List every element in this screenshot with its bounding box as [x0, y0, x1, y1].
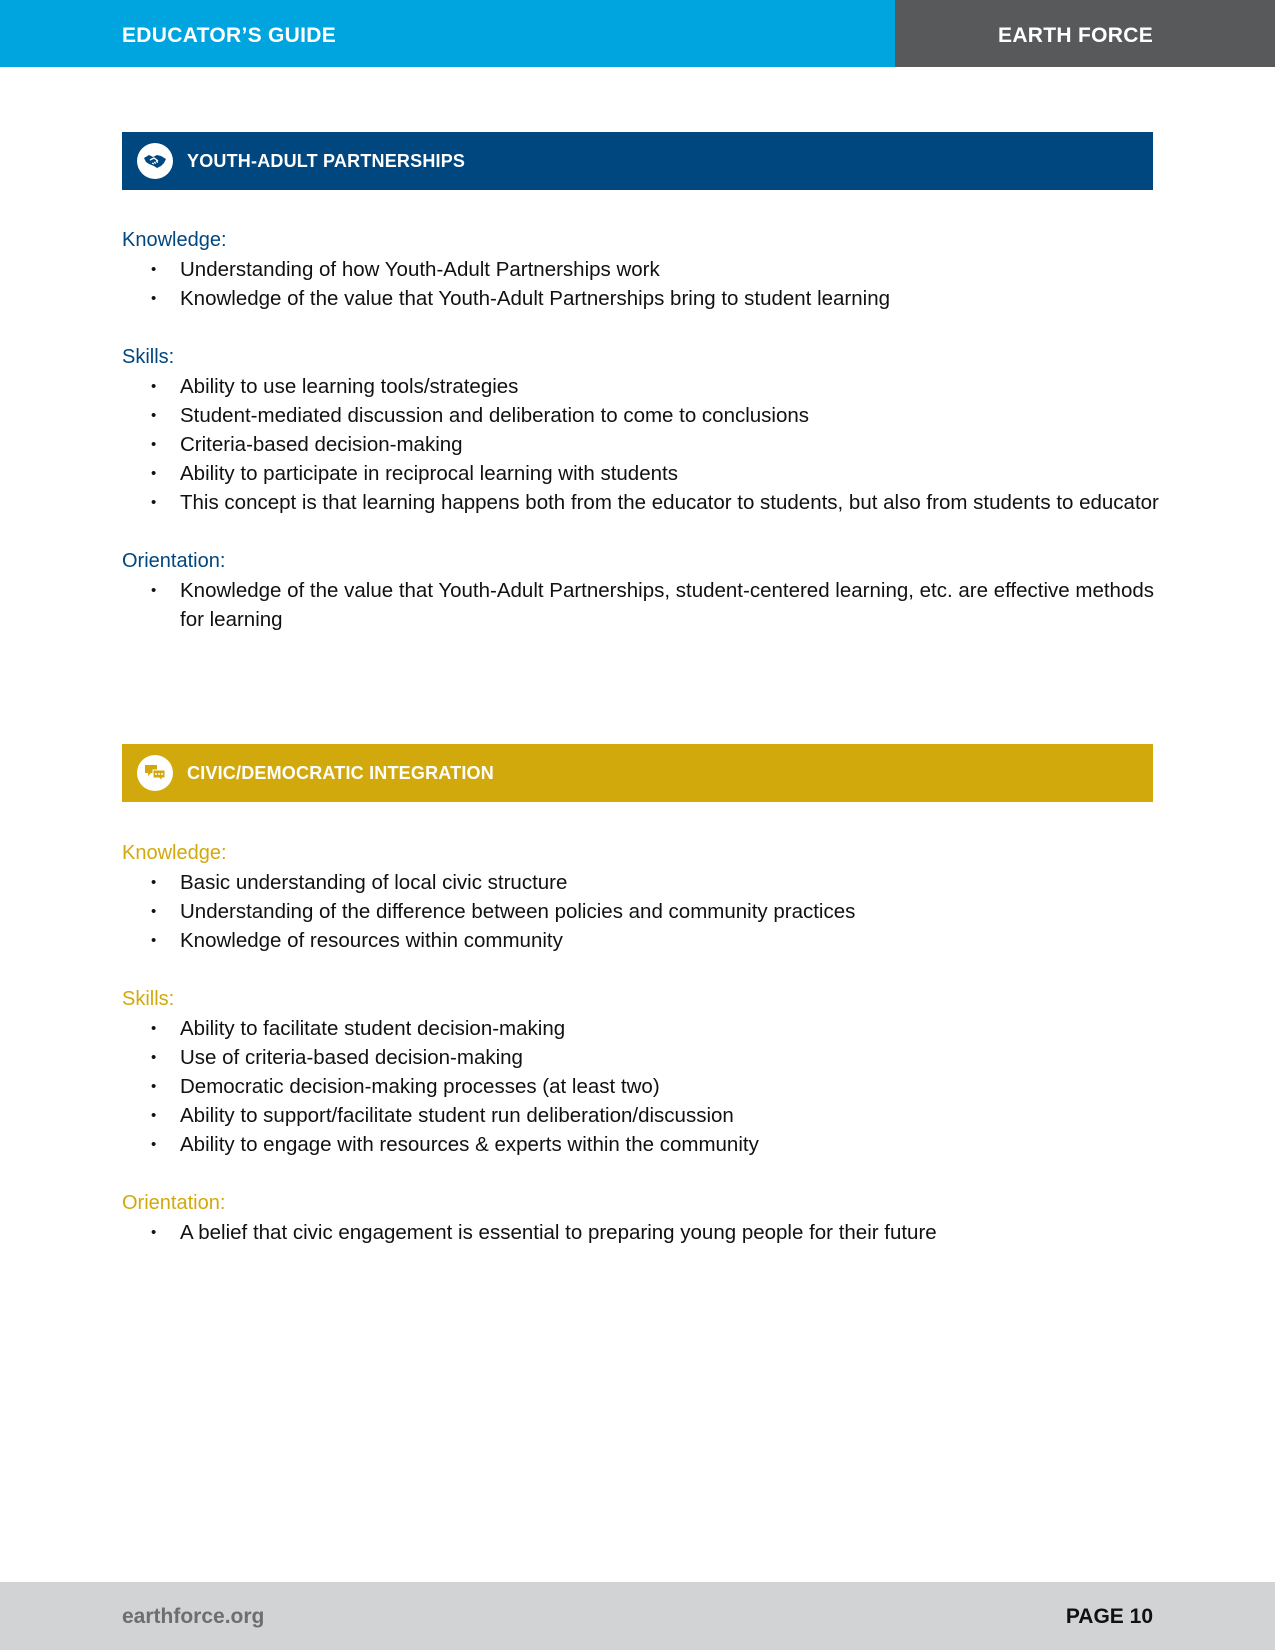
skills-list [122, 1014, 1162, 1159]
list-item: • Student-mediated discussion and deliberation to come to conclusions [122, 401, 1162, 430]
orientation-heading: Orientation: [122, 550, 226, 572]
knowledge-heading: Knowledge: [122, 229, 227, 251]
list-item: • A belief that civic engagement is essential to preparing young people for their future [122, 1218, 1162, 1247]
handshake-icon [137, 143, 173, 179]
list-item: • Ability to use learning tools/strategies [122, 372, 1162, 401]
section-body-civic [122, 839, 1162, 1247]
list-item: • Criteria-based decision-making [122, 430, 1162, 459]
section-header-civic [122, 744, 1153, 802]
section-body-youth-adult [122, 226, 1162, 634]
list-item: • Knowledge of the value that Youth-Adult Partnerships, student-centered learning, etc. are effective methods for learning [122, 576, 1162, 634]
skills-heading: Skills: [122, 988, 175, 1010]
footer-site-link[interactable]: earthforce.org [122, 1605, 265, 1628]
page-number: PAGE 10 [1065, 1605, 1153, 1628]
footer-bar [0, 1582, 1275, 1650]
knowledge-list [122, 255, 1162, 313]
list-item: • Understanding of how Youth-Adult Partnerships work [122, 255, 1162, 284]
list-item: • Use of criteria-based decision-making [122, 1043, 1162, 1072]
section-header-youth-adult [122, 132, 1153, 190]
list-item: • Knowledge of resources within community [122, 926, 1162, 955]
brand-title: EARTH FORCE [998, 24, 1153, 47]
section-title: CIVIC/DEMOCRATIC INTEGRATION [187, 763, 494, 783]
section-title: YOUTH-ADULT PARTNERSHIPS [187, 151, 466, 171]
knowledge-heading: Knowledge: [122, 842, 227, 864]
orientation-list [122, 1218, 1162, 1247]
list-item: • Basic understanding of local civic structure [122, 868, 1162, 897]
list-item: • Ability to engage with resources & experts within the community [122, 1130, 1162, 1159]
list-item: • This concept is that learning happens both from the educator to students, but also from students to educator [122, 488, 1162, 517]
guide-title: EDUCATOR’S GUIDE [122, 24, 337, 47]
orientation-list [122, 576, 1162, 634]
orientation-heading: Orientation: [122, 1192, 226, 1214]
list-item: • Knowledge of the value that Youth-Adult Partnerships bring to student learning [122, 284, 1162, 313]
list-item: • Ability to facilitate student decision-making [122, 1014, 1162, 1043]
skills-heading: Skills: [122, 346, 175, 368]
chat-bubbles-icon [137, 755, 173, 791]
top-header-bar [0, 0, 1275, 67]
knowledge-list [122, 868, 1162, 955]
list-item: • Ability to participate in reciprocal learning with students [122, 459, 1162, 488]
list-item: • Democratic decision-making processes (at least two) [122, 1072, 1162, 1101]
list-item: • Ability to support/facilitate student run deliberation/discussion [122, 1101, 1162, 1130]
list-item: • Understanding of the difference between policies and community practices [122, 897, 1162, 926]
skills-list [122, 372, 1162, 517]
